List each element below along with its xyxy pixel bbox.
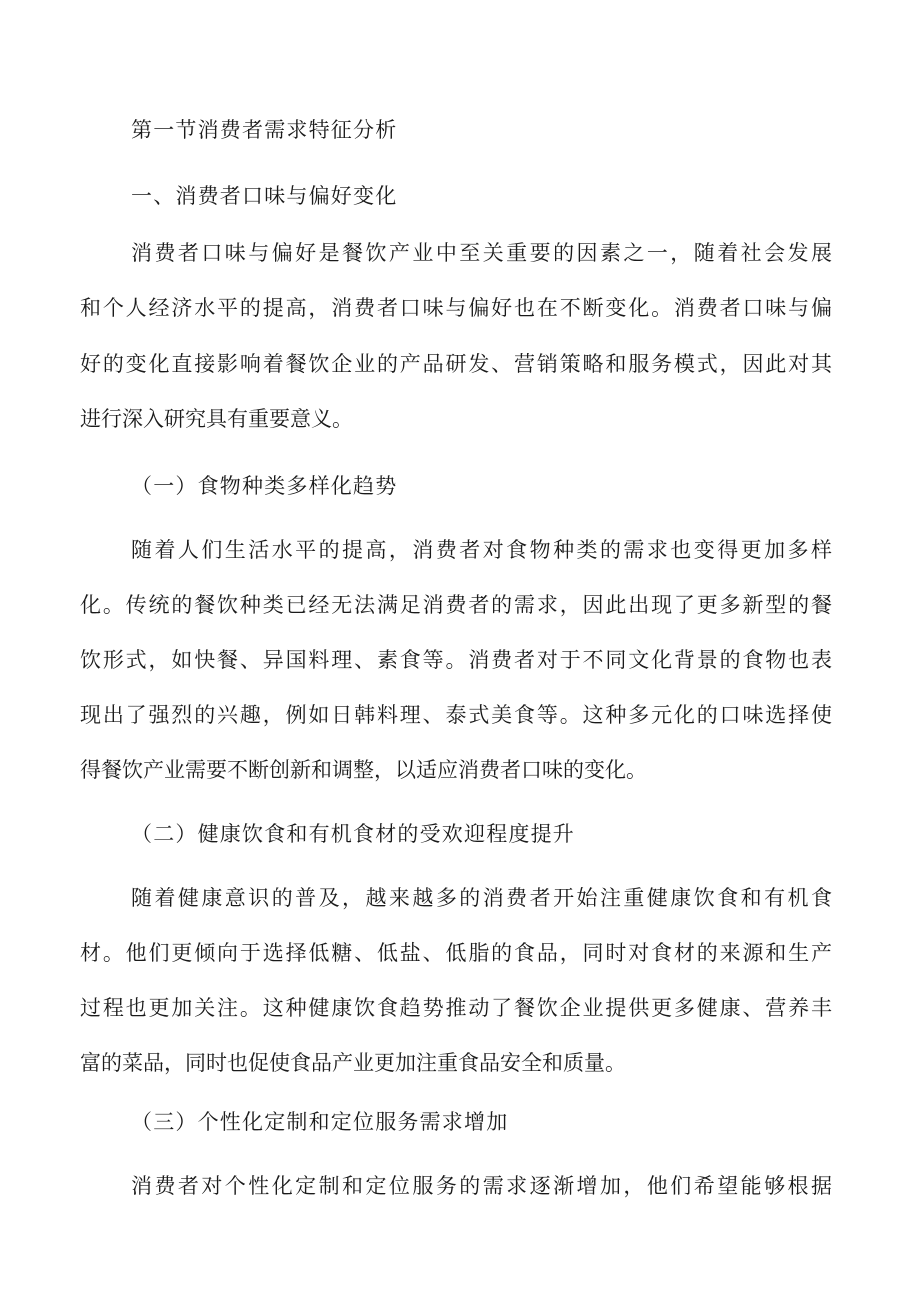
paragraph-line: 进行深入研究具有重要意义。 [80,407,353,431]
paragraph-line: 饮形式，如快餐、异国料理、素食等。消费者对于不同文化背景的食物也表 [80,648,832,672]
item-heading: （一）食物种类多样化趋势 [131,474,398,498]
paragraph-line: 随着人们生活水平的提高，消费者对食物种类的需求也变得更加多样 [131,538,832,562]
paragraph-line: 现出了强烈的兴趣，例如日韩料理、泰式美食等。这种多元化的口味选择使 [80,703,832,727]
paragraph-line: 化。传统的餐饮种类已经无法满足消费者的需求，因此出现了更多新型的餐 [80,593,832,617]
item-heading: （二）健康饮食和有机食材的受欢迎程度提升 [131,822,575,846]
section-title: 第一节消费者需求特征分析 [131,118,398,142]
item-heading: （三）个性化定制和定位服务需求增加 [131,1110,509,1134]
paragraph-line: 消费者口味与偏好是餐饮产业中至关重要的因素之一，随着社会发展 [131,241,832,265]
paragraph-line: 过程也更加关注。这种健康饮食趋势推动了餐饮企业提供更多健康、营养丰 [80,996,832,1020]
paragraph-line: 材。他们更倾向于选择低糖、低盐、低脂的食品，同时对食材的来源和生产 [80,941,832,965]
paragraph-line: 好的变化直接影响着餐饮企业的产品研发、营销策略和服务模式，因此对其 [80,352,832,376]
subsection-heading: 一、消费者口味与偏好变化 [131,184,398,208]
paragraph-line: 富的菜品，同时也促使食品产业更加注重食品安全和质量。 [80,1051,626,1075]
paragraph-line: 随着健康意识的普及，越来越多的消费者开始注重健康饮食和有机食 [131,886,832,910]
paragraph-line: 得餐饮产业需要不断创新和调整，以适应消费者口味的变化。 [80,758,647,782]
paragraph-line: 和个人经济水平的提高，消费者口味与偏好也在不断变化。消费者口味与偏 [80,296,832,320]
paragraph-line: 消费者对个性化定制和定位服务的需求逐渐增加，他们希望能够根据 [131,1174,832,1198]
